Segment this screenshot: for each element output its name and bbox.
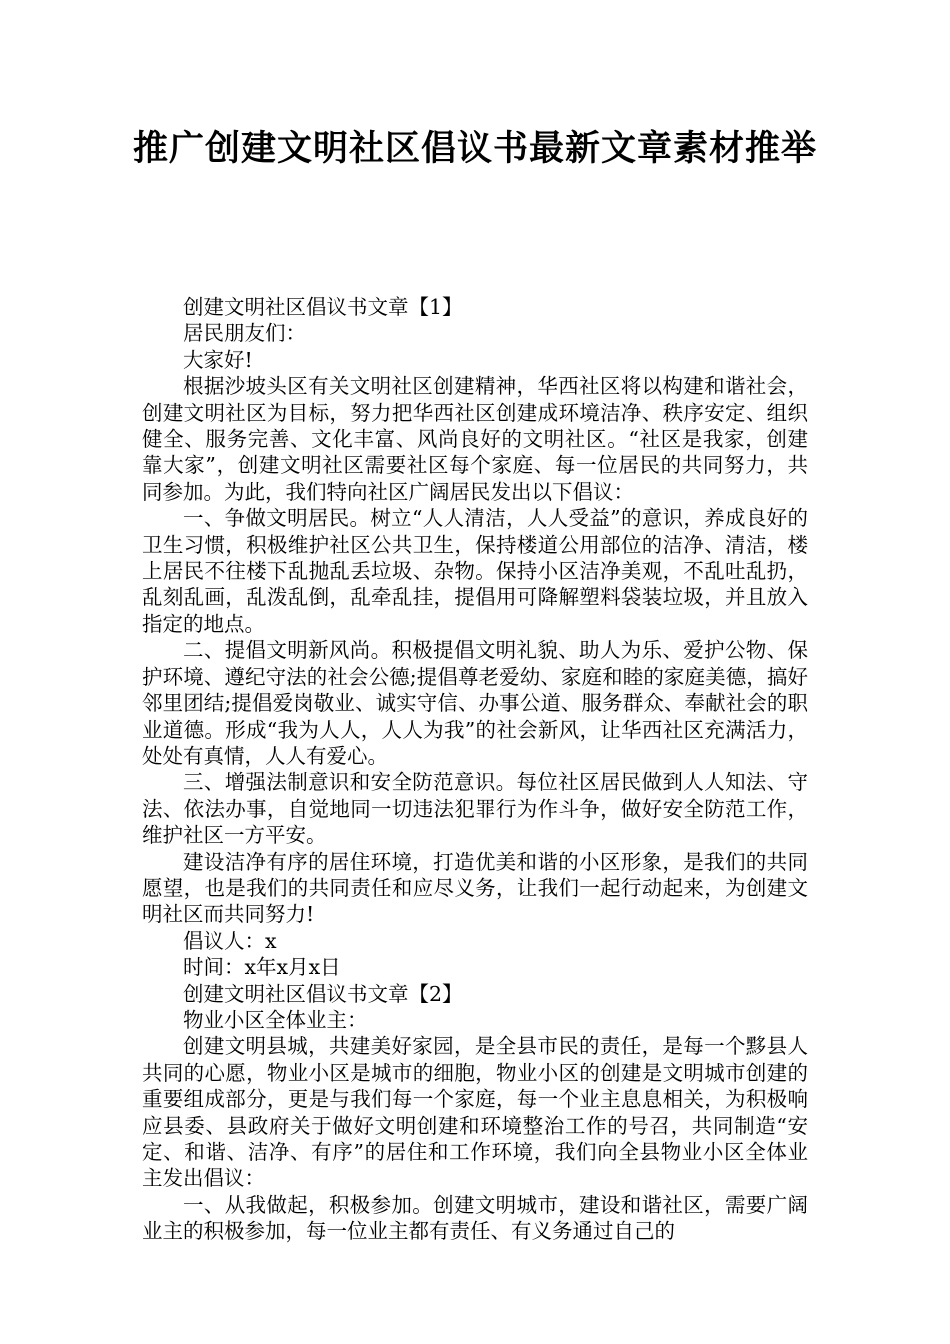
signature-line: 倡议人：x bbox=[183, 928, 277, 953]
date-line: 时间：x年x月x日 bbox=[183, 955, 341, 980]
salutation: 居民朋友们： bbox=[183, 321, 306, 346]
section-heading-2: 创建文明社区倡议书文章【2】 bbox=[183, 981, 463, 1006]
paragraph: 根据沙坡头区有关文明社区创建精神，华西社区将以构建和谐社会，创建文明社区为目标，努力把华西社区创建成环境洁净、秩序安定、组织健全、服务完善、文化丰富、风尚良好的文明社区。“社区是我家，创建靠大家”，创建文明社区需要社区每个家庭、每一位居民的共同努力，共同参加。为此，我们特向社区广阔居民发出以下倡议： bbox=[142, 374, 808, 504]
greeting: 大家好! bbox=[183, 347, 253, 372]
paragraph: 建设洁净有序的居住环境，打造优美和谐的小区形象，是我们的共同愿望，也是我们的共同责任和应尽义务，让我们一起行动起来，为创建文明社区而共同努力! bbox=[142, 849, 808, 927]
paragraph: 一、争做文明居民。树立“人人清洁，人人受益”的意识，养成良好的卫生习惯，积极维护社区公共卫生，保持楼道公用部位的洁净、清洁，楼上居民不往楼下乱抛乱丢垃圾、杂物。保持小区洁净美观，不乱吐乱扔，乱刻乱画，乱泼乱倒，乱牵乱挂，提倡用可降解塑料袋装垃圾，并且放入指定的地点。 bbox=[142, 506, 808, 636]
paragraph: 三、增强法制意识和安全防范意识。每位社区居民做到人人知法、守法、依法办事，自觉地同一切违法犯罪行为作斗争，做好安全防范工作，维护社区一方平安。 bbox=[142, 770, 808, 848]
document-body bbox=[142, 294, 808, 1245]
paragraph: 创建文明县城，共建美好家园，是全县市民的责任，是每一个黟县人共同的心愿，物业小区是城市的细胞，物业小区的创建是文明城市创建的重要组成部分，更是与我们每一个家庭，每一个业主息息相关，为积极响应县委、县政府关于做好文明创建和环境整治工作的号召，共同制造“安定、和谐、洁净、有序”的居住和工作环境，我们向全县物业小区全体业主发出倡议： bbox=[142, 1034, 808, 1191]
paragraph: 一、从我做起，积极参加。创建文明城市，建设和谐社区，需要广阔业主的积极参加，每一位业主都有责任、有义务通过自己的 bbox=[142, 1192, 808, 1244]
document-title: 推广创建文明社区倡议书最新文章素材推举 bbox=[132, 129, 817, 169]
paragraph: 二、提倡文明新风尚。积极提倡文明礼貌、助人为乐、爱护公物、保护环境、遵纪守法的社会公德;提倡尊老爱幼、家庭和睦的家庭美德，搞好邻里团结;提倡爱岗敬业、诚实守信、办事公道、服务群众、奉献社会的职业道德。形成“我为人人，人人为我”的社会新风，让华西社区充满活力，处处有真情，人人有爱心。 bbox=[142, 638, 808, 768]
section-heading-1: 创建文明社区倡议书文章【1】 bbox=[183, 295, 463, 319]
salutation: 物业小区全体业主： bbox=[183, 1007, 368, 1032]
